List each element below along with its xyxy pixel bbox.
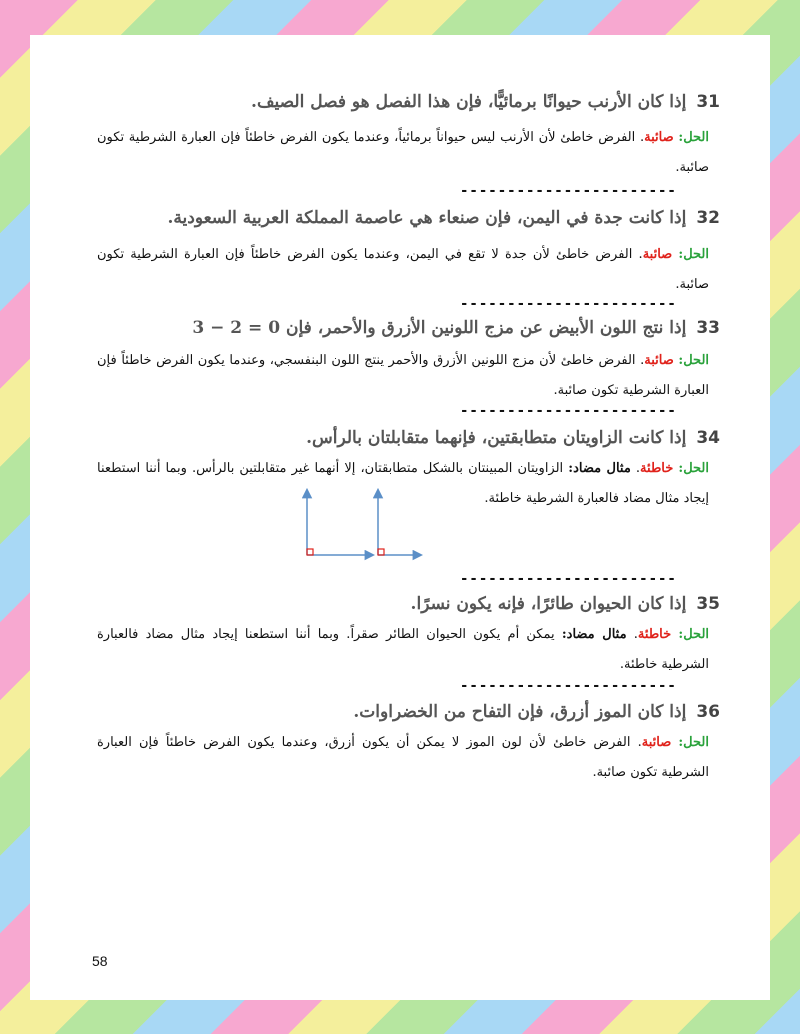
verdict: صائبة [644, 130, 674, 145]
question-number: 36 [696, 702, 720, 722]
answer-32 [97, 240, 709, 300]
solution-label: الحل: [678, 353, 710, 368]
verdict: خاطئة [640, 461, 674, 476]
solution-label: الحل: [678, 461, 709, 476]
answer-text: . الفرض خاطئ لأن مزج اللونين الأزرق والأحمر ينتج اللون البنفسجي، وعندما يكون الفرض خاطئاً فإن العبارة الشرطية تكون صائبة. [97, 353, 709, 398]
congruent-angles-figure [295, 485, 425, 570]
verdict: صائبة [644, 353, 674, 368]
solution-label: الحل: [678, 627, 710, 642]
question-text: إذا نتج اللون الأبيض عن مزج اللونين الأزرق والأحمر، فإن 0 = 2 − 3 [192, 318, 687, 338]
question-number: 34 [696, 428, 720, 448]
answer-31 [97, 123, 709, 183]
question-text: إذا كان الموز أزرق، فإن التفاح من الخضراوات. [353, 702, 687, 722]
question-36 [353, 702, 720, 722]
angle-1 [307, 490, 373, 555]
question-number: 31 [696, 92, 720, 112]
answer-36 [97, 728, 709, 788]
question-number: 33 [696, 318, 720, 338]
answer-text: . الفرض خاطئ لأن الأرنب ليس حيواناً برمائياً، وعندما يكون الفرض خاطئاً فإن العبارة الشرطية تكون صائبة. [97, 130, 709, 175]
counterexample-label: مثال مضاد: [568, 461, 631, 476]
solution-label: الحل: [678, 130, 709, 145]
question-number: 35 [696, 594, 720, 614]
answer-35: الحل: خاطئة. مثال مضاد: يمكن أم يكون الحيوان الطائر صقراً. وبما أننا استطعنا إيجاد مثال مضاد فالعبارة الشرطية خاطئة. [97, 627, 710, 672]
answer-text: . الفرض خاطئ لأن جدة لا تقع في اليمن، وعندما يكون الفرض خاطئاً فإن العبارة الشرطية تكون صائبة. [97, 247, 709, 292]
question-text: إذا كان الحيوان طائرًا، فإنه يكون نسرًا. [410, 594, 687, 614]
question-32 [167, 208, 720, 228]
question-35 [411, 594, 720, 614]
verdict: صائبة [642, 247, 673, 262]
right-angle-marker [307, 549, 313, 555]
answer-33 [97, 346, 709, 406]
counterexample-label: مثال مضاد: [561, 627, 627, 642]
verdict: صائبة [641, 735, 672, 750]
question-33 [192, 318, 720, 338]
page-number: 58 [92, 953, 108, 969]
solution-label: الحل: [678, 247, 709, 262]
question-number: 32 [696, 208, 720, 228]
solution-label: الحل: [678, 735, 709, 750]
answer-text: يمكن أم يكون الحيوان الطائر صقراً. وبما أننا استطعنا إيجاد مثال مضاد فالعبارة الشرطية خاطئة. [97, 627, 709, 672]
question-text: إذا كانت الزاويتان متطابقتين، فإنهما متقابلتان بالرأس. [306, 428, 687, 448]
separator: ----------------------- [460, 403, 677, 419]
right-angle-marker [378, 549, 384, 555]
angle-2 [378, 490, 421, 555]
separator: ----------------------- [460, 571, 677, 587]
question-text: إذا كانت جدة في اليمن، فإن صنعاء هي عاصمة المملكة العربية السعودية. [167, 208, 687, 228]
separator: ----------------------- [460, 296, 677, 312]
question-text: إذا كان الأرنب حيوانًا برمائيًّا، فإن هذا الفصل هو فصل الصيف. [251, 92, 687, 112]
answer-34: الحل: خاطئة. مثال مضاد: الزاويتان المبينتان بالشكل متطابقتان، إلا أنهما غير متقابلتين بالرأس. وبما أننا استطعنا إيجاد مثال مضاد فالعبارة الشرطية خاطئة. [97, 461, 709, 506]
separator: ----------------------- [460, 678, 677, 694]
question-34 [306, 428, 720, 448]
verdict: خاطئة [637, 627, 672, 642]
question-31 [251, 92, 720, 112]
separator: ----------------------- [460, 183, 677, 199]
answer-text: . الفرض خاطئ لأن لون الموز لا يمكن أن يكون أزرق، وعندما يكون الفرض خاطئاً فإن العبارة الشرطية تكون صائبة. [97, 735, 709, 780]
answer-text: الزاويتان المبينتان بالشكل متطابقتان، إلا أنهما غير متقابلتين بالرأس. وبما أننا استطعنا إيجاد مثال مضاد فالعبارة الشرطية خاطئة. [97, 461, 709, 506]
